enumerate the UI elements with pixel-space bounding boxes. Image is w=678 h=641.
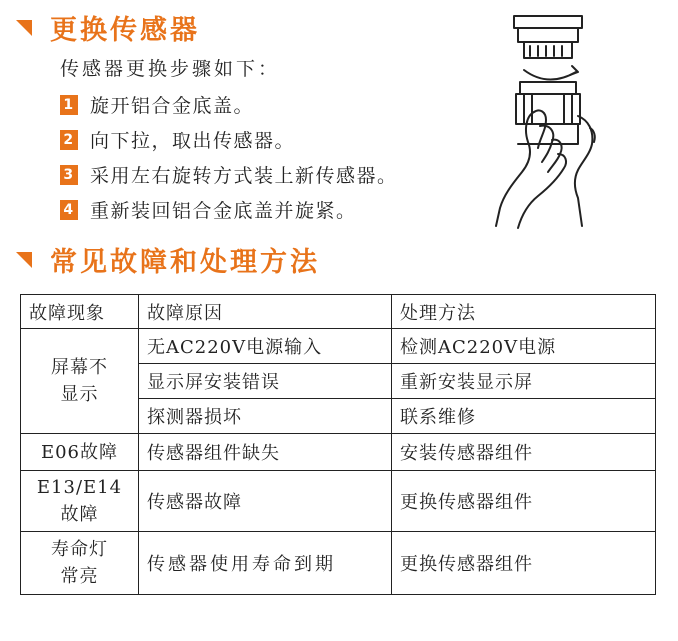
step-text: 采用左右旋转方式装上新传感器。 [90,165,398,187]
step-number-badge: 3 [60,165,78,185]
step-number-badge: 4 [60,200,78,220]
hand-unscrewing-sensor-icon [474,8,624,230]
table-header-cell: 处理方法 [392,295,656,329]
steps-list [60,87,398,227]
symptom-cell: 屏幕不 显示 [21,329,139,434]
section-title-text: 常见故障和处理方法 [50,247,320,278]
table-row [21,434,656,471]
cause-cell: 传感器故障 [139,471,392,532]
symptom-cell: E06故障 [21,434,139,471]
steps-intro: 传感器更换步骤如下： [60,58,281,80]
section-title-replace-sensor [16,8,200,47]
solution-cell: 更换传感器组件 [392,532,656,595]
step-item [60,157,398,192]
cause-cell: 探测器损坏 [139,399,392,434]
table-row [21,471,656,532]
step-text: 重新装回铝合金底盖并旋紧。 [90,200,357,222]
solution-cell: 重新安装显示屏 [392,364,656,399]
step-number-badge: 2 [60,130,78,150]
triangle-marker-icon [16,20,32,36]
solution-cell: 更换传感器组件 [392,471,656,532]
symptom-cell: E13/E14 故障 [21,471,139,532]
triangle-marker-icon [16,252,32,268]
table-row [21,532,656,595]
cause-cell: 显示屏安装错误 [139,364,392,399]
symptom-cell: 寿命灯 常亮 [21,532,139,595]
cause-cell: 无AC220V电源输入 [139,329,392,364]
fault-table [20,294,656,595]
section-title-troubleshooting [16,240,320,279]
step-item [60,192,398,227]
section-title-text: 更换传感器 [50,15,200,46]
solution-cell: 联系维修 [392,399,656,434]
solution-cell: 安装传感器组件 [392,434,656,471]
solution-cell: 检测AC220V电源 [392,329,656,364]
table-header-cell: 故障原因 [139,295,392,329]
table-header-cell: 故障现象 [21,295,139,329]
cause-cell: 传感器组件缺失 [139,434,392,471]
cause-cell: 传感器使用寿命到期 [139,532,392,595]
table-header-row [21,295,656,329]
step-item [60,122,398,157]
step-item [60,87,398,122]
table-row [21,329,656,364]
step-text: 旋开铝合金底盖。 [90,95,255,117]
step-number-badge: 1 [60,95,78,115]
step-text: 向下拉，取出传感器。 [90,130,296,152]
